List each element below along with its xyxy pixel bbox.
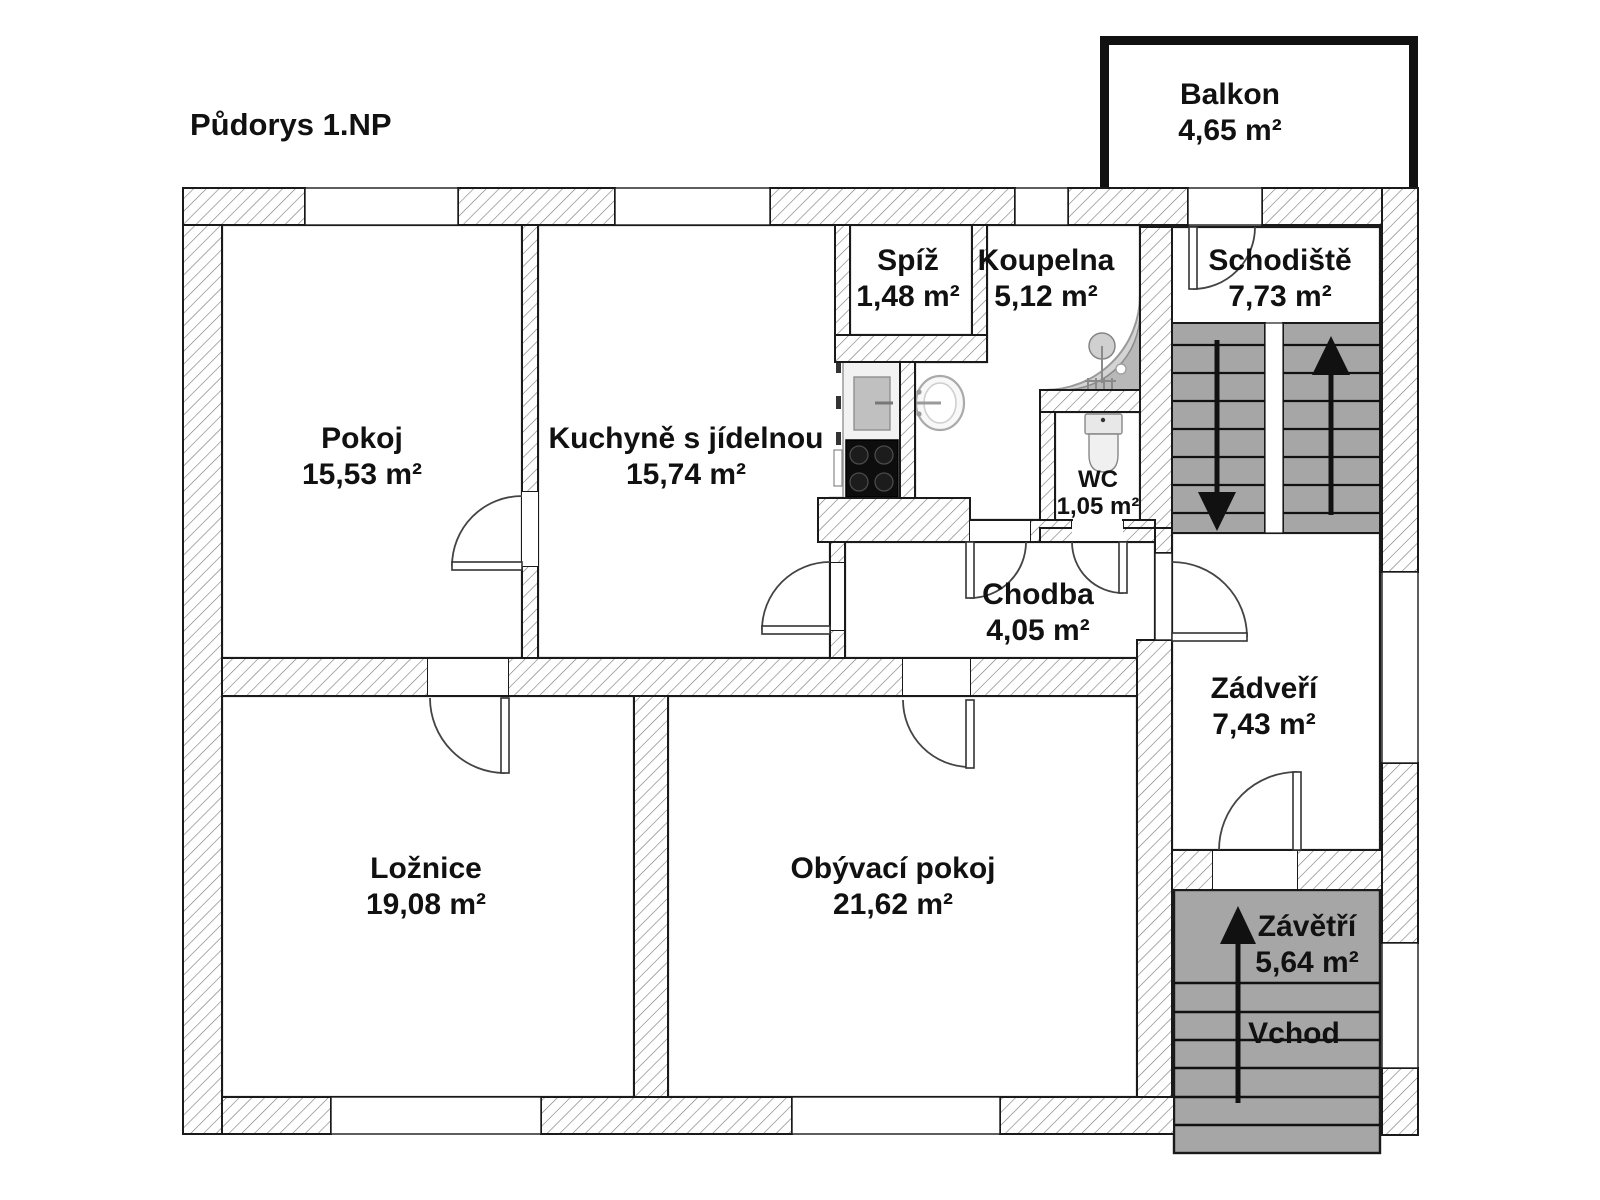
wall-kuchyne-koupelna [900,362,915,498]
wall-kuchyne-chodba-b [830,630,845,658]
window-pokoj [305,188,458,225]
label-obyvaci-area: 21,62 m² [832,888,954,921]
wall-loznice-obyvaci [634,696,668,1097]
opening-pokoj-door [522,492,538,566]
wall-kuchyne-spiz [835,225,850,335]
label-schodiste-area: 7,73 m² [1228,280,1332,313]
wall-bottom-1 [222,1097,331,1134]
wall-pokoj-kuchyne-a [522,225,538,492]
wall-top-1 [183,188,305,225]
label-balkon-name: Balkon [1179,78,1281,111]
label-spiz-name: Spíž [877,244,939,277]
label-chodba-name: Chodba [982,578,1094,611]
wall-zadveri-south-a [1172,850,1213,890]
label-wc-name: WC [1078,466,1118,493]
wall-bottom-3 [1000,1097,1174,1134]
label-zadveri-name: Zádveří [1210,672,1318,705]
window-loznice [331,1097,541,1134]
opening-entry-door [1213,851,1297,889]
wall-pokoj-kuchyne-b [522,566,538,658]
balcony-wall-left [1100,36,1109,188]
label-zadveri-area: 7,43 m² [1212,708,1316,741]
wall-zadveri-south-b [1297,850,1382,890]
wall-right-3 [1382,1068,1418,1135]
wall-obyvaci-zadveri [1137,640,1172,1097]
wall-top-2 [458,188,615,225]
label-obyvaci-name: Obývací pokoj [790,852,996,885]
label-kuchyne-area: 15,74 m² [625,458,747,491]
wall-spiz-south [835,335,987,362]
label-kuchyne-name: Kuchyně s jídelnou [548,422,824,455]
kitchen-counter [834,352,900,498]
label-zavetri-name: Závětří [1257,910,1357,943]
wall-shower-wc [1040,390,1140,412]
wall-bottom-2 [541,1097,792,1134]
opening-obyvaci-door [903,659,970,695]
wall-mid-3 [970,658,1137,696]
label-loznice-area: 19,08 m² [365,888,487,921]
balcony-wall-top [1100,36,1418,45]
label-loznice-name: Ložnice [370,852,482,885]
window-obyvaci [792,1097,1000,1134]
wall-kuchyne-chodba-a [830,542,845,563]
window-zadveri [1382,572,1418,763]
wall-top-4 [1068,188,1188,225]
label-pokoj-area: 15,53 m² [301,458,423,491]
toilet-icon [1085,414,1122,472]
window-zavetri-side [1382,943,1418,1068]
balcony [1100,36,1418,188]
label-spiz-area: 1,48 m² [856,280,960,313]
opening-wc-door [1072,521,1123,541]
label-koupelna-area: 5,12 m² [994,280,1098,313]
wall-left [183,188,222,1134]
staircase-schodiste [1170,323,1380,533]
balcony-wall-right [1409,36,1418,188]
page-title: Půdorys 1.NP [190,107,392,142]
wall-right-2 [1382,763,1418,943]
wall-spiz-koupelna [972,225,987,335]
wall-kitchen-chodba-north [818,498,970,542]
label-vchod: Vchod [1248,1017,1340,1050]
window-kuchyne [615,188,770,225]
opening-loznice-door [428,659,508,695]
wall-mid-1 [222,658,428,696]
wall-chodba-zadveri-top [1155,528,1172,553]
label-chodba-area: 4,05 m² [986,614,1090,647]
label-koupelna-name: Koupelna [977,244,1115,277]
wall-top-5 [1262,188,1382,225]
label-wc-area: 1,05 m² [1056,493,1140,520]
wall-koupelna-schodiste [1140,227,1172,528]
label-zavetri-area: 5,64 m² [1255,946,1359,979]
opening-chodba-zadveri [1155,553,1172,640]
wall-koupelna-wc [1040,412,1055,528]
window-koupelna [1015,188,1068,225]
opening-koupelna-door [970,521,1030,541]
label-balkon-area: 4,65 m² [1178,114,1282,147]
opening-kuchyne-door [831,563,844,630]
opening-balcony-door [1188,188,1262,225]
wall-top-3 [770,188,1015,225]
label-pokoj-name: Pokoj [321,422,403,455]
wall-right-1 [1382,188,1418,572]
wall-mid-2 [508,658,903,696]
label-schodiste-name: Schodiště [1208,244,1352,277]
washbasin-icon [915,376,964,430]
